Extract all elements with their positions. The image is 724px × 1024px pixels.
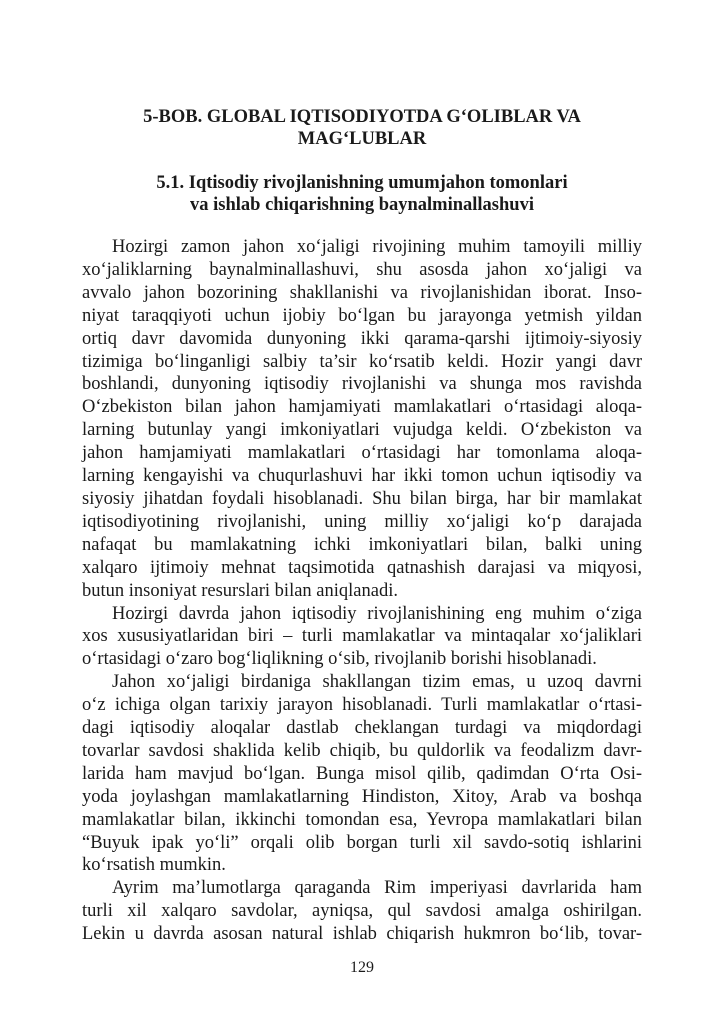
chapter-title xyxy=(82,106,642,150)
paragraph xyxy=(82,603,642,672)
text-line: jahon hamjamiyati mamlakatlari o‘rtasidagi har tomonlama aloqa- xyxy=(82,443,642,464)
chapter-title-line: 5-BOB. GLOBAL IQTISODIYOTDA G‘OLIBLAR VA xyxy=(143,107,581,127)
text-line: xos xususiyatlaridan biri – turli mamlakatlar va mintaqalar xo‘jaliklari xyxy=(82,626,642,647)
page xyxy=(82,0,642,1018)
text-line: iqtisodiyotining rivojlanishi, uning milliy xo‘jaligi ko‘p darajada xyxy=(82,511,642,532)
body-text xyxy=(82,236,642,946)
section-title-line: va ishlab chiqarishning baynalminallashuvi xyxy=(190,195,534,215)
paragraph xyxy=(82,877,642,946)
text-line: larning kengayishi va chuqurlashuvi har ikki tomon uchun iqtisodiy va xyxy=(82,466,642,487)
text-line: O‘zbekiston bilan jahon hamjamiyati mamlakatlari o‘rtasidagi aloqa- xyxy=(82,397,642,418)
text-line: niyat taraqqiyoti uchun ijobiy bo‘lgan bu jarayonga yetmish yildan xyxy=(82,305,642,326)
text-line: mamlakatlar bilan, ikkinchi tomondan esa, Yevropa mamlakatlari bilan xyxy=(82,809,642,830)
text-line: ko‘rsatish mumkin. xyxy=(82,855,226,876)
text-line: tovarlar savdosi shaklida kelib chiqib, bu quldorlik va feodalizm davr- xyxy=(82,740,642,761)
text-line: Lekin u davrda asosan natural ishlab chiqarish hukmron bo‘lib, tovar- xyxy=(82,924,642,945)
page-number: 129 xyxy=(350,959,374,977)
text-line: dagi iqtisodiy aloqalar dastlab cheklangan turdagi va miqdordagi xyxy=(82,718,642,739)
text-line: larida ham mavjud bo‘lgan. Bunga misol qilib, qadimdan O‘rta Osi- xyxy=(82,763,642,784)
text-line: avvalo jahon bozorining shakllanishi va rivojlanishidan iborat. Inso- xyxy=(82,282,642,303)
text-line: “Buyuk ipak yo‘li” orqali olib borgan turli xil savdo-sotiq ishlarini xyxy=(82,832,642,853)
text-line: Ayrim ma’lumotlarga qaraganda Rim imperiyasi davrlarida ham xyxy=(112,878,642,899)
text-line: siyosiy jihatdan foydali hisoblanadi. Shu bilan birga, har bir mamlakat xyxy=(82,488,642,509)
text-line: xo‘jaliklarning baynalminallashuvi, shu asosda jahon xo‘jaligi va xyxy=(82,259,642,280)
text-line: o‘rtasidagi o‘zaro bog‘liqlikning o‘sib, rivojlanib borishi hisoblanadi. xyxy=(82,649,597,670)
text-line: larning butunlay yangi imkoniyatlari vujudga keldi. O‘zbekiston va xyxy=(82,420,642,441)
text-line: xalqaro ijtimoiy mehnat taqsimotida qatnashish darajasi va miqyosi, xyxy=(82,557,642,578)
text-line: turli xil xalqaro savdolar, ayniqsa, qul savdosi amalga oshirilgan. xyxy=(82,901,642,922)
section-title-line: 5.1. Iqtisodiy rivojlanishning umumjahon tomonlari xyxy=(156,173,568,193)
text-line: Jahon xo‘jaligi birdaniga shakllangan tizim emas, u uzoq davrni xyxy=(112,672,642,693)
text-line: boshlandi, dunyoning iqtisodiy rivojlanishi va shunga mos ravishda xyxy=(82,374,642,395)
text-line: nafaqat bu mamlakatning ichki imkoniyatlari bilan, balki uning xyxy=(82,534,642,555)
text-line: o‘z ichiga olgan tarixiy jarayon hisoblanadi. Turli mamlakatlar o‘rtasi- xyxy=(82,695,642,716)
text-line: yoda joylashgan mamlakatlarning Hindiston, Xitoy, Arab va boshqa xyxy=(82,786,642,807)
text-line: Hozirgi davrda jahon iqtisodiy rivojlanishining eng muhim o‘ziga xyxy=(112,603,642,624)
text-line: tizimiga bo‘linganligi salbiy ta’sir ko‘rsatib keldi. Hozir yangi davr xyxy=(82,351,642,372)
text-line: butun insoniyat resurslari bilan aniqlanadi. xyxy=(82,580,398,601)
text-line: ortiq davr davomida dunyoning ikki qarama-qarshi ijtimoiy-siyosiy xyxy=(82,328,642,349)
paragraph xyxy=(82,236,642,603)
text-line: Hozirgi zamon jahon xo‘jaligi rivojining muhim tamoyili milliy xyxy=(112,237,642,257)
chapter-title-line: MAG‘LUBLAR xyxy=(297,129,427,149)
paragraph xyxy=(82,671,642,877)
section-title xyxy=(82,172,642,216)
